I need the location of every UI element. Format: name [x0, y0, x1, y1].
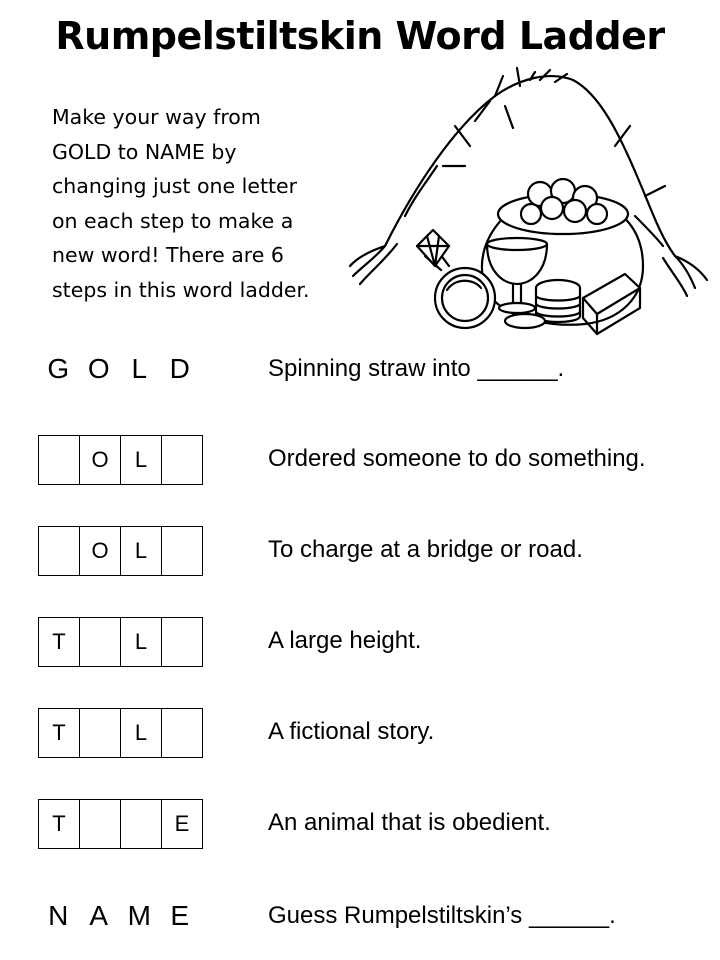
letter-box[interactable]: O: [80, 436, 121, 484]
letter-box[interactable]: [162, 527, 202, 575]
letter-box[interactable]: [80, 618, 121, 666]
page-title: Rumpelstiltskin Word Ladder: [55, 14, 665, 58]
given-word: [38, 344, 200, 394]
letter-box[interactable]: [80, 709, 121, 757]
ladder-row: [0, 344, 720, 394]
letter-box[interactable]: T: [39, 800, 80, 848]
ladder-row: [0, 707, 720, 757]
instructions-text: Make your way from GOLD to NAME by changing just one letter on each step to make a new word! There are 6 steps in this word ladder.: [52, 105, 310, 302]
letter-boxes: [38, 708, 203, 758]
given-letter: N: [48, 900, 69, 931]
letter-boxes: [38, 526, 203, 576]
clue-text: A fictional story.: [268, 718, 435, 745]
clue-text: Spinning straw into ______.: [268, 355, 565, 382]
given-letter: D: [169, 353, 190, 384]
given-letter: L: [131, 353, 148, 384]
letter-box[interactable]: T: [39, 709, 80, 757]
given-letter: O: [87, 353, 110, 384]
letter-box[interactable]: [39, 436, 80, 484]
given-letter: M: [127, 900, 151, 931]
gold-pot-haystack-icon: [345, 66, 710, 336]
letter-box[interactable]: [121, 800, 162, 848]
letter-box[interactable]: E: [174, 811, 190, 836]
given-word: [38, 891, 200, 941]
letter-boxes: [38, 435, 203, 485]
clue-text: To charge at a bridge or road.: [268, 536, 583, 563]
ladder-row: [0, 434, 720, 484]
letter-box[interactable]: [162, 436, 202, 484]
letter-box[interactable]: L: [121, 618, 162, 666]
letter-box[interactable]: O: [80, 527, 121, 575]
clue-text: A large height.: [268, 627, 422, 654]
given-letter: G: [47, 353, 70, 384]
clue-text: Guess Rumpelstiltskin’s ______.: [268, 902, 616, 929]
letter-box[interactable]: L: [121, 709, 162, 757]
letter-box[interactable]: [80, 800, 121, 848]
letter-boxes: [38, 617, 203, 667]
letter-box[interactable]: L: [121, 436, 162, 484]
ladder-row: [0, 616, 720, 666]
given-letter: A: [89, 900, 109, 931]
ladder-row: [0, 798, 720, 848]
letter-box[interactable]: [162, 618, 202, 666]
letter-box[interactable]: [39, 527, 80, 575]
ladder-row: [0, 891, 720, 941]
letter-box[interactable]: [162, 709, 202, 757]
ladder-row: [0, 525, 720, 575]
clue-text: An animal that is obedient.: [268, 809, 551, 836]
clue-text: Ordered someone to do something.: [268, 445, 646, 472]
given-letter: E: [170, 900, 190, 931]
letter-box[interactable]: L: [121, 527, 162, 575]
letter-box[interactable]: T: [39, 618, 80, 666]
letter-boxes: [38, 799, 203, 849]
